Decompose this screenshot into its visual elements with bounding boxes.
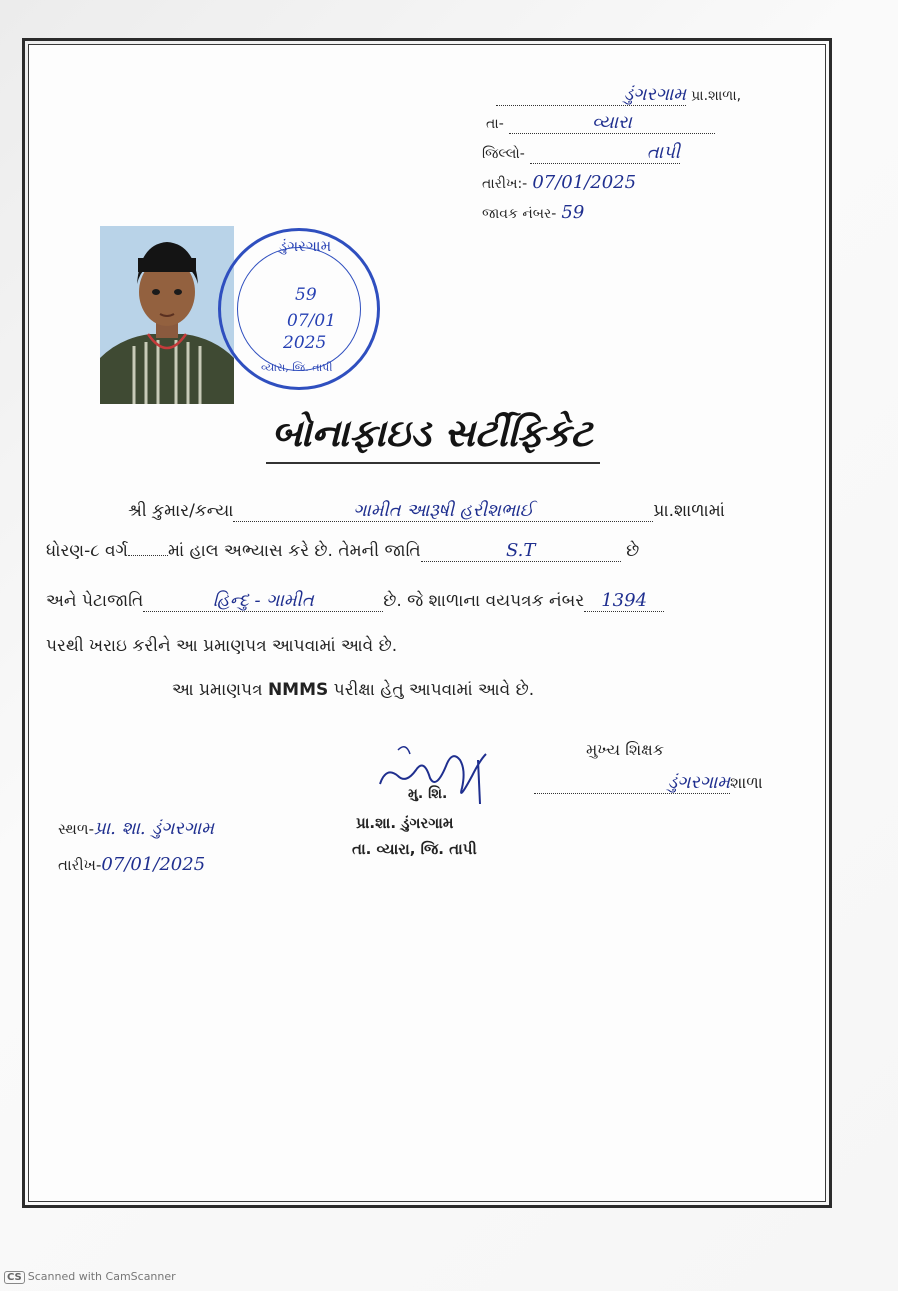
signature-stamp-line2: તા. વ્યારા, જિ. તાપી [352, 840, 477, 858]
body-l5-suffix: પરીક્ષા હેતુ આપવામાં આવે છે. [333, 680, 535, 700]
body-l3-mid: છે. જે શાળાના વયપત્રક નંબર [383, 591, 585, 611]
body-l3-prefix: અને પેટાજાતિ [46, 591, 144, 611]
body-l1-suffix: પ્રા.શાળામાં [653, 501, 725, 521]
header-date-value: 07/01/2025 [532, 172, 637, 193]
body-l1-prefix: શ્રી કુમાર/કન્યા [128, 501, 234, 521]
title-underline [266, 462, 600, 464]
body-line-5 [172, 680, 534, 700]
header-school-suffix: પ્રા.શાળા, [691, 88, 742, 104]
head-teacher-school-line [534, 772, 763, 794]
seal-date-line2: 2025 [283, 333, 327, 353]
school-seal [218, 228, 380, 390]
header-school-line [496, 84, 741, 106]
header-taluka-value: વ્યારા [591, 112, 632, 133]
camscanner-logo-icon: CS [4, 1271, 25, 1284]
header-taluka-label: તા- [486, 116, 504, 132]
body-line-1 [128, 500, 725, 522]
place-label: સ્થળ- [58, 820, 95, 838]
body-l2-prefix: ધોરણ-૮ વર્ગ [46, 541, 128, 561]
body-line-3 [46, 590, 664, 612]
body-l2-mid: માં હાલ અભ્યાસ કરે છે. તેમની જાતિ [167, 541, 421, 561]
place-date-label: તારીખ- [58, 856, 102, 874]
caste-value: S.T [505, 540, 536, 561]
body-line-2 [46, 540, 639, 562]
header-district-label: જિલ્લો- [482, 146, 525, 162]
register-number-value: 1394 [601, 590, 648, 611]
certificate-inner-border [28, 44, 826, 1202]
header-date-line [482, 172, 636, 193]
header-school-value: ડુંગરગામ [623, 84, 686, 105]
student-photo [100, 226, 234, 404]
header-outward-value: 59 [561, 202, 585, 223]
body-l2-suffix: છે [626, 541, 640, 561]
certificate-title: બોનાફાઇડ સર્ટીફિકેટ [271, 410, 593, 455]
body-l5-nmms: NMMS [267, 680, 329, 700]
signature-stamp-abbrev: મુ. શિ. [408, 786, 448, 802]
seal-number: 59 [295, 285, 317, 305]
place-value: પ્રા. શા. ડુંગરગામ [94, 818, 214, 839]
seal-date-line1: 07/01 [287, 311, 336, 331]
scanner-footer-text: Scanned with CamScanner [27, 1270, 176, 1283]
header-district-value: તાપી [646, 142, 680, 163]
head-teacher-label: મુખ્ય શિક્ષક [586, 740, 665, 759]
header-outward-line [482, 202, 584, 223]
header-district-line [482, 142, 680, 164]
place-date-value: 07/01/2025 [101, 854, 206, 875]
head-teacher-school-suffix: શાળા [730, 773, 763, 792]
header-date-label: તારીખ:- [482, 176, 528, 192]
place-line [58, 818, 214, 839]
seal-bottom-text: વ્યારા, જિ. તાપી [261, 361, 333, 374]
subcaste-value: હિન્દુ - ગામીત [212, 590, 314, 611]
header-outward-label: જાવક નંબર- [482, 206, 557, 222]
signature-stamp-line1: પ્રા.શા. ડુંગરગામ [356, 814, 454, 832]
body-l5-prefix: આ પ્રમાણપત્ર [172, 680, 263, 700]
header-taluka-line [486, 112, 715, 134]
seal-ring-text: ડુંગરગામ [279, 237, 332, 255]
scanner-footer [4, 1270, 176, 1284]
head-teacher-school-value: ડુંગરગામ [667, 772, 730, 793]
student-name-value: ગામીત આરૂષી હરીશભાઈ [353, 500, 534, 521]
body-line-4: પરથી ખરાઇ કરીને આ પ્રમાણપત્ર આપવામાં આવે છે. [46, 636, 398, 656]
place-date-line [58, 854, 205, 875]
